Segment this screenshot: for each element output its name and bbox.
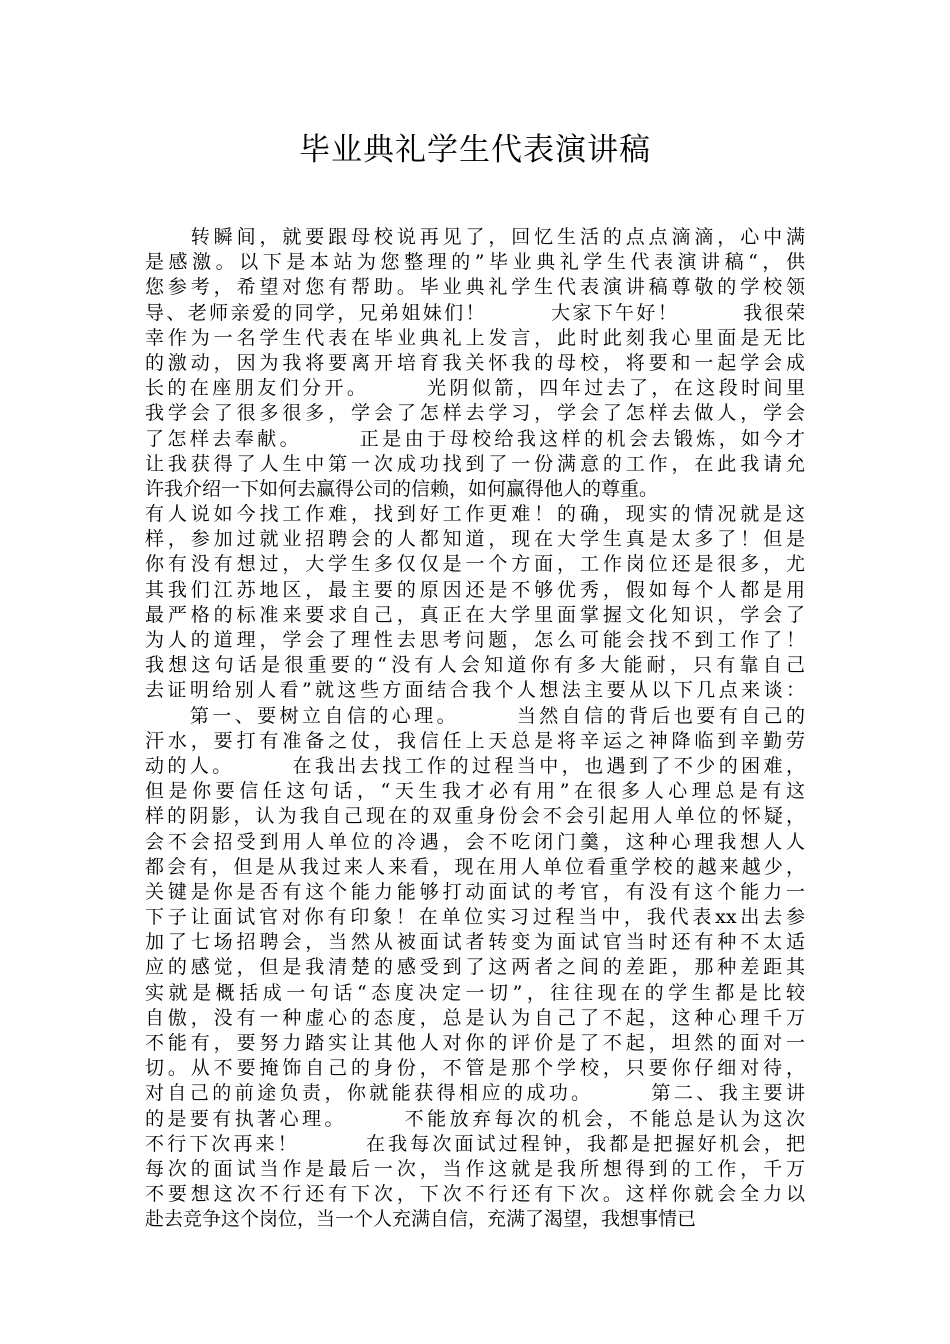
body-line: 最严格的标准来要求自己，真正在大学里面掌握文化知识，学会了 [145, 603, 805, 626]
body-line: 其我们江苏地区，最主要的原因还是不够优秀，假如每个人都是用 [145, 578, 805, 601]
body-line: 每次的面试当作是最后一次，当作这就是我所想得到的工作，千万 [145, 1157, 805, 1180]
body-line: 对自己的前途负责，你就能获得相应的成功。 第二、我主要讲 [145, 1082, 805, 1105]
body-line: 会不会招受到用人单位的冷遇，会不吃闭门羹，这种心理我想人人 [145, 830, 805, 853]
body-line: 不行下次再来！ 在我每次面试过程钟，我都是把握好机会，把 [145, 1132, 805, 1155]
body-line: 不能有，要努力踏实让其他人对你的评价是了不起，坦然的面对一 [145, 1032, 805, 1054]
document-title: 毕业典礼学生代表演讲稿 [299, 132, 651, 168]
body-line: 自傲，没有一种虚心的态度，总是认为自己了不起，这种心理千万 [145, 1006, 805, 1029]
body-line: 应的感觉，但是我清楚的感受到了这两者之间的差距，那种差距其 [145, 956, 805, 979]
body-line: 是感激。以下是本站为您整理的”毕业典礼学生代表演讲稿“，供 [145, 251, 805, 274]
body-line: 都会有，但是从我过来人来看，现在用人单位看重学校的越来越少， [145, 855, 805, 878]
body-line: 让我获得了人生中第一次成功找到了一份满意的工作，在此我请允 [145, 452, 805, 475]
body-line: 下子让面试官对你有印象！在单位实习过程当中，我代表xx出去参 [145, 906, 805, 929]
body-line: 我想这句话是很重要的“没有人会知道你有多大能耐，只有靠自己 [145, 654, 805, 677]
body-line: 导、老师亲爱的同学，兄弟姐妹们！ 大家下午好！ 我很荣 [145, 301, 805, 324]
body-line: 去证明给别人看”就这些方面结合我个人想法主要从以下几点来谈： [145, 679, 805, 702]
body-line: 你有没有想过，大学生多仅仅是一个方面，工作岗位还是很多，尤 [145, 553, 805, 576]
body-line: 动的人。 在我出去找工作的过程当中，也遇到了不少的困难， [145, 754, 805, 777]
body-line: 切。从不要掩饰自己的身份，不管是那个学校，只要你仔细对待， [145, 1057, 805, 1080]
body-line: 赴去竞争这个岗位，当一个人充满自信，充满了渴望，我想事情已 [145, 1208, 697, 1231]
body-line: 关键是你是否有这个能力能够打动面试的考官，有没有这个能力一 [145, 880, 805, 903]
body-line: 转瞬间，就要跟母校说再见了，回忆生活的点点滴滴，心中满 [145, 226, 805, 248]
body-line: 第一、要树立自信的心理。 当然自信的背后也要有自己的 [145, 704, 805, 727]
body-line: 但是你要信任这句话，“天生我才必有用”在很多人心理总是有这 [145, 780, 805, 803]
body-line: 为人的道理，学会了理性去思考问题，怎么可能会找不到工作了！ [145, 629, 805, 651]
body-line: 幸作为一名学生代表在毕业典礼上发言，此时此刻我心里面是无比 [145, 326, 805, 349]
body-line: 汗水，要打有准备之仗，我信任上天总是将辛运之神降临到辛勤劳 [145, 729, 805, 752]
body-line: 了怎样去奉献。 正是由于母校给我这样的机会去锻炼，如今才 [145, 427, 805, 450]
body-line: 样，参加过就业招聘会的人都知道，现在大学生真是太多了！但是 [145, 528, 805, 551]
document-body [145, 225, 805, 1233]
body-line: 不要想这次不行还有下次，下次不行还有下次。这样你就会全力以 [145, 1183, 805, 1206]
body-line: 您参考，希望对您有帮助。毕业典礼学生代表演讲稿尊敬的学校领 [145, 276, 805, 299]
body-line: 我学会了很多很多，学会了怎样去学习，学会了怎样去做人，学会 [145, 402, 805, 425]
body-line: 样的阴影，认为我自己现在的双重身份会不会引起用人单位的怀疑， [145, 805, 805, 828]
body-line: 长的在座朋友们分开。 光阴似箭，四年过去了，在这段时间里 [145, 377, 805, 400]
body-line: 的是要有执著心理。 不能放弃每次的机会，不能总是认为这次 [145, 1107, 805, 1130]
body-line: 加了七场招聘会，当然从被面试者转变为面试官当时还有种不太适 [145, 931, 805, 954]
body-line: 许我介绍一下如何去赢得公司的信赖，如何赢得他人的尊重。 [145, 477, 659, 500]
body-line: 的激动，因为我将要离开培育我关怀我的母校，将要和一起学会成 [145, 351, 805, 374]
body-line: 有人说如今找工作难，找到好工作更难！的确，现实的情况就是这 [145, 503, 805, 526]
body-line: 实就是概括成一句话“态度决定一切”，往往现在的学生都是比较 [145, 981, 805, 1004]
